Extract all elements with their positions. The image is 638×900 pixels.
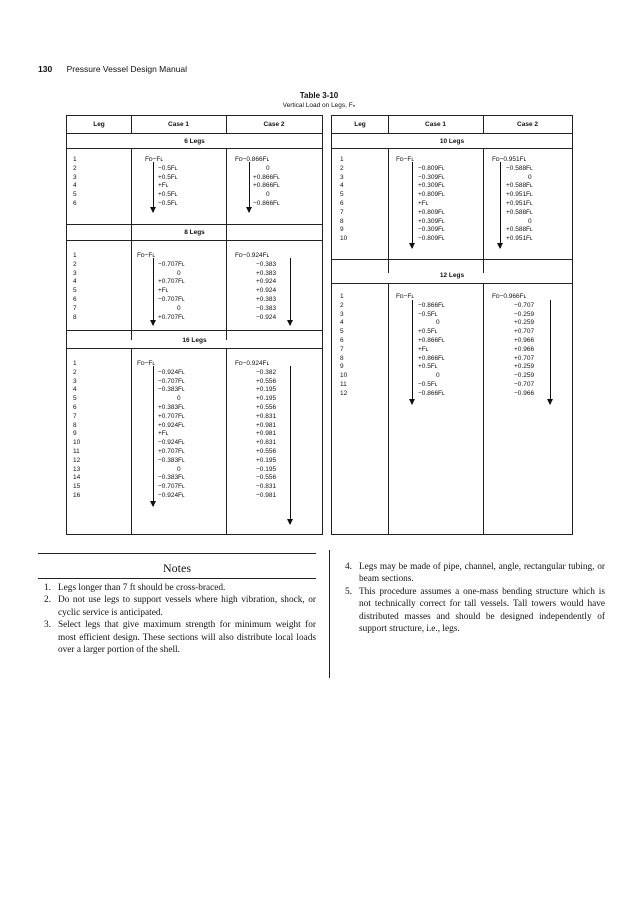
case1-value: +0.309Fʟ: [418, 217, 445, 225]
case1-value: +0.707Fʟ: [158, 447, 185, 455]
leg-number: 2: [73, 368, 77, 376]
case2-value: 0: [528, 217, 532, 225]
leg-number: 12: [340, 389, 348, 397]
group-title-6-legs: 6 Legs: [184, 138, 205, 145]
leg-number: 10: [340, 372, 348, 380]
leg-number: 3: [340, 310, 344, 318]
case1-value: Fᴅ−Fʟ: [396, 156, 414, 163]
case2-value: Fᴅ−0.924Fʟ: [235, 252, 270, 259]
leg-number: 4: [73, 182, 77, 190]
case1-value: −0.383Fʟ: [158, 456, 185, 464]
case1-value: +0.707Fʟ: [158, 278, 185, 286]
case1-value: −0.309Fʟ: [418, 226, 445, 234]
case2-value: +0.831: [256, 439, 277, 447]
case2-value: +0.556: [256, 403, 277, 411]
legs-10-case1-column: [396, 156, 445, 244]
group-title-16-legs: 16 Legs: [182, 337, 207, 344]
case1-value: +Fʟ: [158, 182, 169, 190]
case2-value: Fᴅ−0.951Fʟ: [492, 156, 527, 163]
legs-10-case2-column: [492, 156, 533, 244]
case1-value: −0.383Fʟ: [158, 386, 185, 394]
case1-value: −0.924Fʟ: [158, 368, 185, 376]
legs-6-case1-column: [145, 156, 177, 209]
case1-value: −0.707Fʟ: [158, 377, 185, 385]
leg-number: 11: [73, 447, 80, 455]
notes-title-rule: [38, 578, 316, 579]
leg-number: 1: [73, 156, 77, 163]
leg-number: 8: [340, 354, 344, 362]
legs-12-case1-column: [396, 293, 445, 399]
leg-number: 5: [73, 395, 77, 403]
case2-value: +0.951Fʟ: [506, 199, 533, 207]
leg-number: 9: [340, 226, 344, 234]
case2-value: Fᴅ−0.866Fʟ: [235, 156, 270, 163]
note-number: 4.: [345, 562, 352, 572]
case2-value: +0.981: [256, 421, 277, 429]
leg-number: 3: [340, 173, 344, 181]
case1-value: Fᴅ−Fʟ: [145, 156, 163, 163]
case1-value: +0.809Fʟ: [418, 208, 445, 216]
legs-16-leg-column: [73, 360, 80, 501]
leg-number: 2: [340, 164, 344, 172]
case2-value: −0.259: [514, 372, 535, 380]
case1-value: +0.809Fʟ: [418, 191, 445, 199]
case2-value: +0.924: [256, 287, 277, 295]
case2-direction-arrow-icon: [290, 258, 291, 325]
note-number: 2.: [44, 595, 51, 606]
case2-value: −0.966: [514, 389, 535, 397]
case1-column-header: Case 1: [425, 121, 446, 128]
leg-number: 6: [73, 199, 77, 207]
case1-value: Fᴅ−Fʟ: [137, 252, 155, 259]
notes-title: Notes: [163, 561, 191, 575]
case2-value: +0.866Fʟ: [253, 173, 280, 181]
case2-value: +0.707: [514, 354, 535, 362]
left-table-panel: [66, 115, 323, 535]
case2-value: −0.981: [256, 491, 277, 499]
case2-value: 0: [528, 173, 532, 181]
case1-value: −0.924Fʟ: [158, 439, 185, 447]
case2-value: +0.556: [256, 377, 277, 385]
case2-value: +0.195: [256, 395, 277, 403]
page-number: 130: [38, 64, 53, 74]
left-header-row: [67, 116, 322, 134]
case1-value: 0: [436, 319, 440, 327]
case1-value: −0.809Fʟ: [418, 164, 445, 172]
group-title-12-legs: 12 Legs: [439, 272, 465, 279]
leg-number: 6: [340, 199, 344, 207]
case2-value: +0.981: [256, 430, 277, 438]
case1-value: −0.5Fʟ: [158, 199, 178, 207]
case2-value: −0.383: [256, 304, 277, 312]
case1-value: −0.924Fʟ: [158, 491, 185, 499]
leg-number: 7: [73, 412, 77, 420]
leg-number: 3: [73, 173, 77, 181]
leg-number: 9: [340, 363, 344, 371]
case2-value: +0.383: [256, 295, 277, 303]
leg-number: 4: [73, 386, 77, 394]
leg-number: 10: [340, 235, 348, 243]
leg-number: 4: [73, 278, 77, 286]
case1-value: 0: [436, 372, 440, 380]
case1-column-header: Case 1: [168, 121, 189, 128]
case2-value: Fᴅ−0.924Fʟ: [235, 360, 270, 367]
leg-number: 9: [73, 430, 77, 438]
case1-value: +0.5Fʟ: [158, 173, 178, 181]
case1-value: +Fʟ: [418, 199, 429, 207]
leg-number: 11: [340, 380, 347, 388]
group-title-10-legs: 10 Legs: [439, 138, 465, 145]
notes-left-column: [44, 582, 316, 656]
leg-number: 8: [73, 313, 77, 321]
note-number: 3.: [44, 620, 51, 631]
case2-value: −0.924: [256, 313, 277, 321]
leg-number: 1: [340, 156, 344, 163]
note-number: 5.: [345, 586, 352, 597]
case1-value: +0.707Fʟ: [158, 412, 185, 420]
legs-8-case2-column: [235, 252, 276, 322]
table-number: Table 3-10: [299, 91, 339, 100]
case1-value: +0.383Fʟ: [158, 403, 185, 411]
case2-value: +0.951Fʟ: [506, 235, 533, 243]
leg-number: 4: [340, 319, 344, 327]
case1-value: −0.707Fʟ: [158, 260, 185, 268]
case1-value: +0.866Fʟ: [418, 336, 445, 344]
legs-10-leg-column: [340, 156, 347, 244]
notes-top-rule: [38, 553, 316, 554]
note-text: Do not use legs to support vessels where high vibration, shock, or cyclic service is anticipated.: [58, 595, 316, 618]
case1-value: −0.866Fʟ: [418, 389, 445, 397]
case1-value: −0.809Fʟ: [418, 235, 445, 243]
case2-value: 0: [266, 164, 270, 172]
leg-number: 7: [340, 345, 344, 353]
case2-value: −0.382: [256, 368, 277, 376]
case2-value: 0: [266, 191, 270, 199]
case2-value: −0.259: [514, 310, 535, 318]
case2-value: +0.707: [514, 328, 535, 336]
note-item: [44, 582, 316, 594]
case2-value: +0.195: [256, 456, 277, 464]
case2-value: −0.556: [256, 474, 277, 482]
note-text: Legs may be made of pipe, channel, angle, rectangular tubing, or beam sections.: [359, 562, 605, 585]
leg-number: 8: [340, 217, 344, 225]
leg-number: 3: [73, 377, 77, 385]
note-text: Legs longer than 7 ft should be cross-braced.: [58, 583, 226, 593]
leg-number: 1: [73, 360, 77, 367]
leg-number: 5: [340, 328, 344, 336]
leg-number: 1: [73, 252, 77, 259]
case2-value: +0.951Fʟ: [506, 191, 533, 199]
case1-value: +0.5Fʟ: [418, 328, 438, 336]
case1-value: 0: [177, 395, 181, 403]
case2-value: +0.259: [514, 319, 535, 327]
legs-12-case2-column: [492, 293, 534, 399]
case1-value: −0.383Fʟ: [158, 474, 185, 482]
case1-value: −0.5Fʟ: [418, 380, 438, 388]
case1-value: +0.924Fʟ: [158, 421, 185, 429]
running-header: [38, 64, 187, 74]
leg-number: 7: [340, 208, 344, 216]
leg-number: 10: [73, 439, 81, 447]
case1-value: 0: [177, 269, 181, 277]
case2-value: +0.924: [256, 278, 277, 286]
case2-value: +0.966: [514, 345, 535, 353]
leg-number: 3: [73, 269, 77, 277]
leg-number: 6: [73, 295, 77, 303]
case2-value: Fᴅ−0.966Fʟ: [492, 293, 527, 300]
case2-value: +0.588Fʟ: [506, 226, 533, 234]
leg-number: 14: [73, 474, 81, 482]
case1-value: −0.707Fʟ: [158, 295, 185, 303]
case2-value: +0.966: [514, 336, 535, 344]
leg-column-header: Leg: [354, 121, 366, 128]
case2-value: −0.831: [256, 483, 277, 491]
case2-value: −0.383: [256, 260, 277, 268]
legs-8-leg-column: [73, 252, 77, 322]
leg-number: 5: [73, 287, 77, 295]
case1-value: Fᴅ−Fʟ: [396, 293, 414, 300]
legs-16-case2-column: [235, 360, 276, 501]
case1-value: 0: [177, 304, 181, 312]
case2-value: +0.195: [256, 386, 277, 394]
case2-value: −0.195: [256, 465, 277, 473]
case2-value: +0.831: [256, 412, 277, 420]
case1-value: +0.866Fʟ: [418, 354, 445, 362]
case1-value: +0.707Fʟ: [158, 313, 185, 321]
case2-direction-arrow-icon: [550, 300, 551, 404]
leg-number: 6: [73, 403, 77, 411]
right-table-panel: [331, 115, 573, 535]
case2-value: +0.556: [256, 447, 277, 455]
case2-value: +0.588Fʟ: [506, 182, 533, 190]
running-title: Pressure Vessel Design Manual: [66, 64, 188, 74]
legs-12-leg-column: [340, 293, 347, 399]
case2-value: −0.588Fʟ: [506, 164, 533, 172]
leg-number: 8: [73, 421, 77, 429]
legs-16-case1-column: [137, 360, 185, 501]
note-item: [345, 586, 605, 636]
case2-value: −0.866Fʟ: [253, 199, 280, 207]
leg-number: 5: [73, 191, 77, 199]
case2-value: −0.707: [514, 380, 535, 388]
case1-value: −0.5Fʟ: [158, 164, 178, 172]
note-text: Select legs that give maximum strength for minimum weight for most efficient design. These sections will also distribute local loads over a larger portion of the shell.: [58, 620, 316, 656]
case1-value: +0.309Fʟ: [418, 182, 445, 190]
case1-value: −0.5Fʟ: [418, 310, 438, 318]
case1-value: +Fʟ: [158, 287, 169, 295]
note-item: [345, 561, 605, 586]
note-number: 1.: [44, 583, 51, 593]
leg-number: 1: [340, 293, 344, 300]
case1-value: +Fʟ: [418, 345, 429, 353]
leg-number: 2: [73, 164, 77, 172]
note-item: [44, 619, 316, 656]
case2-value: −0.707: [514, 301, 535, 309]
legs-6-case2-column: [235, 156, 280, 209]
case2-value: +0.866Fʟ: [253, 182, 280, 190]
legs-8-case1-column: [137, 252, 185, 322]
leg-number: 16: [73, 491, 81, 499]
case2-direction-arrow-icon: [290, 366, 291, 524]
note-item: [44, 594, 316, 619]
leg-number: 15: [73, 483, 81, 491]
case1-value: +0.5Fʟ: [158, 191, 178, 199]
notes-column-divider: [329, 550, 330, 678]
case1-value: −0.309Fʟ: [418, 173, 445, 181]
case1-value: 0: [177, 465, 181, 473]
case2-value: +0.259: [514, 363, 535, 371]
leg-number: 13: [73, 465, 81, 473]
legs-6-leg-column: [73, 156, 77, 209]
group-title-8-legs: 8 Legs: [184, 229, 205, 236]
leg-number: 2: [73, 260, 77, 268]
leg-number: 12: [73, 456, 81, 464]
leg-number: 5: [340, 191, 344, 199]
leg-number: 4: [340, 182, 344, 190]
case2-column-header: Case 2: [263, 121, 285, 128]
leg-number: 2: [340, 301, 344, 309]
case2-value: +0.588Fʟ: [506, 208, 533, 216]
table-subtitle: Vertical Load on Legs, Fₙ: [282, 102, 356, 109]
notes-right-column: [345, 561, 605, 635]
case2-value: +0.383: [256, 269, 277, 277]
note-text: This procedure assumes a one-mass bending structure which is not technically correct for tall vessels. Tall towers would have distributed masses and should be designed independently of support structure, i.e., legs.: [359, 586, 605, 635]
case2-column-header: Case 2: [517, 121, 538, 128]
case1-value: −0.707Fʟ: [158, 483, 185, 491]
leg-column-header: Leg: [93, 121, 105, 128]
right-header-row: [332, 116, 572, 134]
case1-value: +0.5Fʟ: [418, 363, 438, 371]
case1-value: +Fʟ: [158, 430, 169, 438]
case1-value: −0.866Fʟ: [418, 301, 445, 309]
case1-value: Fᴅ−Fʟ: [137, 360, 155, 367]
leg-number: 6: [340, 336, 344, 344]
leg-number: 7: [73, 304, 77, 312]
